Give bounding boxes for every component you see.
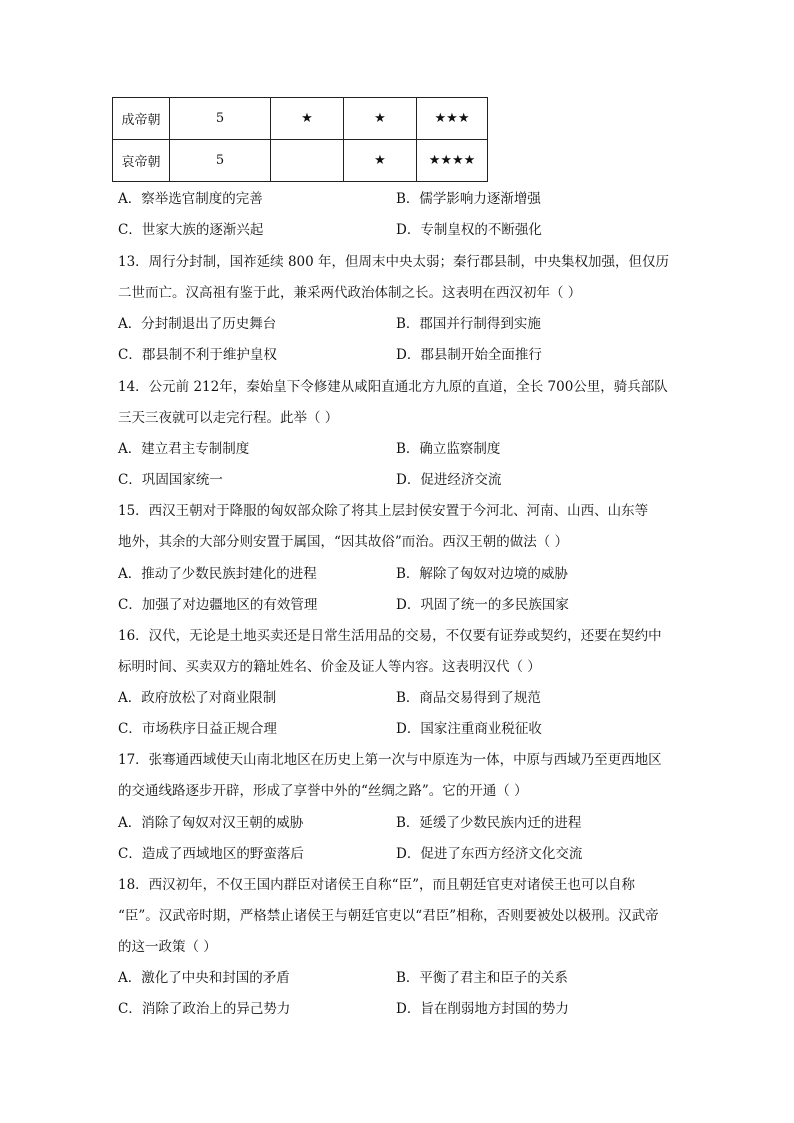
q14-option-d: D．促进经济交流 xyxy=(396,472,502,488)
q17-stem-line1: 17．张骞通西域使天山南北地区在历史上第一次与中原连为一体，中原与西域乃至更西地区 xyxy=(118,752,662,768)
table-row xyxy=(113,98,488,140)
q18-option-b: B．平衡了君主和臣子的关系 xyxy=(396,970,568,986)
table-cell: ★★★ xyxy=(417,98,488,140)
q18-option-a: A．激化了中央和封国的矛盾 xyxy=(118,970,290,986)
q17-option-c: C．造成了西域地区的野蛮落后 xyxy=(118,846,304,862)
q13-option-a: A．分封制退出了历史舞台 xyxy=(118,316,277,332)
q14-stem-line2: 三天三夜就可以走完行程。此举（ ） xyxy=(118,410,339,426)
table-cell: 成帝朝 xyxy=(113,98,170,140)
table-cell: 哀帝朝 xyxy=(113,140,170,182)
data-table xyxy=(112,97,488,182)
q14-option-a: A．建立君主专制制度 xyxy=(118,441,250,457)
table-cell: ★ xyxy=(344,98,417,140)
q18-stem-line3: 的这一政策（ ） xyxy=(118,939,217,955)
table-cell: ★ xyxy=(344,140,417,182)
q15-option-c: C．加强了对边疆地区的有效管理 xyxy=(118,597,318,613)
q15-option-b: B．解除了匈奴对边境的威胁 xyxy=(396,566,568,582)
q12-option-b: B．儒学影响力逐渐增强 xyxy=(396,191,541,207)
q17-option-b: B．延缓了少数民族内迁的进程 xyxy=(396,815,582,831)
q16-option-d: D．国家注重商业税征收 xyxy=(396,721,542,737)
q13-option-c: C．郡县制不利于维护皇权 xyxy=(118,347,277,363)
table-cell: 5 xyxy=(170,98,271,140)
q18-stem-line2: “臣”。汉武帝时期，严格禁止诸侯王与朝廷官吏以“君臣”相称，否则要被处以极刑。汉武帝 xyxy=(118,908,659,924)
table-cell: ★ xyxy=(271,98,344,140)
q15-stem-line1: 15．西汉王朝对于降服的匈奴部众除了将其上层封侯安置于今河北、河南、山西、山东等 xyxy=(118,503,649,519)
q16-stem-line2: 标明时间、买卖双方的籍址姓名、价金及证人等内容。这表明汉代（ ） xyxy=(118,659,541,675)
q18-stem-line1: 18．西汉初年，不仅王国内群臣对诸侯王自称“臣”，而且朝廷官吏对诸侯王也可以自称 xyxy=(118,877,635,893)
q16-stem-line1: 16．汉代，无论是土地买卖还是日常生活用品的交易，不仅要有证券或契约，还要在契约中 xyxy=(118,628,662,644)
q13-option-d: D．郡县制开始全面推行 xyxy=(396,347,542,363)
table-cell: 5 xyxy=(170,140,271,182)
q12-option-a: A．察举选官制度的完善 xyxy=(118,191,263,207)
q16-option-c: C．市场秩序日益正规合理 xyxy=(118,721,277,737)
q13-stem-line1: 13．周行分封制，国祚延续 800 年，但周末中央太弱；秦行郡县制，中央集权加强，但仅历 xyxy=(118,254,670,270)
q13-stem-line2: 二世而亡。汉高祖有鉴于此，兼采两代政治体制之长。这表明在西汉初年（ ） xyxy=(118,285,582,301)
q14-stem-line1: 14．公元前 212年，秦始皇下令修建从咸阳直通北方九原的直道，全长 700公里，骑兵部队 xyxy=(118,379,668,395)
q15-option-a: A．推动了少数民族封建化的进程 xyxy=(118,566,317,582)
q18-option-d: D．旨在削弱地方封国的势力 xyxy=(396,1001,569,1017)
table-row xyxy=(113,140,488,182)
q17-stem-line2: 的交通线路逐步开辟，形成了享誉中外的“丝绸之路”。它的开通（ ） xyxy=(118,783,528,799)
q16-option-a: A．政府放松了对商业限制 xyxy=(118,690,277,706)
table-cell: ★★★★ xyxy=(417,140,488,182)
q12-option-d: D．专制皇权的不断强化 xyxy=(396,222,542,238)
q14-option-b: B．确立监察制度 xyxy=(396,441,501,457)
q14-option-c: C．巩固国家统一 xyxy=(118,472,223,488)
q17-option-d: D．促进了东西方经济文化交流 xyxy=(396,846,583,862)
q13-option-b: B．郡国并行制得到实施 xyxy=(396,316,541,332)
q15-stem-line2: 地外，其余的大部分则安置于属国，“因其故俗”而治。西汉王朝的做法（ ） xyxy=(118,534,569,550)
table-cell xyxy=(271,140,344,182)
q16-option-b: B．商品交易得到了规范 xyxy=(396,690,541,706)
q15-option-d: D．巩固了统一的多民族国家 xyxy=(396,597,569,613)
q17-option-a: A．消除了匈奴对汉王朝的威胁 xyxy=(118,815,304,831)
q12-option-c: C．世家大族的逐渐兴起 xyxy=(118,222,264,238)
q18-option-c: C．消除了政治上的异己势力 xyxy=(118,1001,291,1017)
